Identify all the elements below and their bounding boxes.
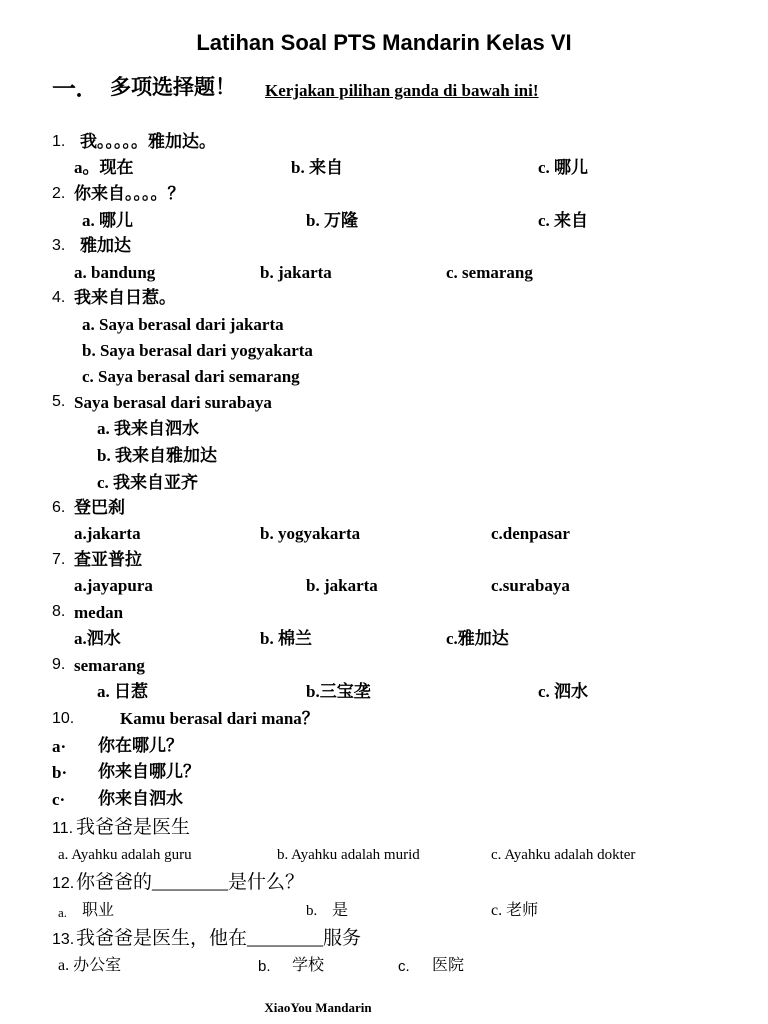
question-13-option-b: 学校 <box>292 957 325 974</box>
question-2-text: 你来自。。。。？ <box>74 184 185 203</box>
question-11-number: 11. <box>52 820 74 837</box>
question-2-number: 2. <box>52 185 66 202</box>
question-6-number: 6. <box>52 499 66 516</box>
question-12-option-b-letter: b. <box>306 903 318 919</box>
question-9-text: semarang <box>74 656 145 675</box>
question-3-option-b: b. jakarta <box>260 263 332 282</box>
question-8-text: medan <box>74 603 124 622</box>
question-10-option-a-letter: a· <box>52 737 67 756</box>
question-13-number: 13. <box>52 931 75 948</box>
question-8-option-b: b. 棉兰 <box>260 629 312 648</box>
question-2-option-c: c. 来自 <box>538 211 589 230</box>
question-5-text: Saya berasal dari surabaya <box>74 393 272 412</box>
question-5-number: 5. <box>52 393 66 410</box>
question-10-text: Kamu berasal dari mana？ <box>120 709 319 728</box>
question-3-number: 3. <box>52 237 66 254</box>
question-9-option-a: a. 日惹 <box>97 682 148 701</box>
question-1-text: 我。。。。。雅加达。 <box>80 132 216 151</box>
question-13-option-c-letter: c. <box>398 958 410 975</box>
question-13-option-b-letter: b. <box>258 958 271 975</box>
question-10-option-c: 你来自泗水 <box>98 789 183 808</box>
question-6-option-a: a.jakarta <box>74 524 141 543</box>
question-12-option-c: c. 老师 <box>491 902 539 919</box>
question-6-text: 登巴刹 <box>74 498 125 517</box>
question-4-option-b: b. Saya berasal dari yogyakarta <box>82 341 313 360</box>
question-3-option-a: a. bandung <box>74 263 156 282</box>
question-1-option-c: c. 哪儿 <box>538 158 589 177</box>
question-12-option-a: 职业 <box>82 902 115 919</box>
question-12-option-a-letter: a. <box>58 905 68 920</box>
question-11-option-b: b. Ayahku adalah murid <box>277 847 420 863</box>
question-2-option-a: a. 哪儿 <box>82 211 133 230</box>
question-2-option-b: b. 万隆 <box>306 211 358 230</box>
question-7-option-b: b. jakarta <box>306 576 378 595</box>
page-footer: XiaoYou Mandarin <box>264 1000 372 1015</box>
question-4-option-a: a. Saya berasal dari jakarta <box>82 315 284 334</box>
question-5-option-c: c. 我来自亚齐 <box>97 473 199 492</box>
question-10-option-b: 你来自哪儿？ <box>98 762 200 781</box>
question-7-text: 查亚普拉 <box>74 550 142 569</box>
question-4-option-c: c. Saya berasal dari semarang <box>82 367 300 386</box>
question-5-option-b: b. 我来自雅加达 <box>97 446 217 465</box>
question-1-option-b: b. 来自 <box>291 158 343 177</box>
page-title: Latihan Soal PTS Mandarin Kelas VI <box>196 30 572 55</box>
question-6-option-c: c.denpasar <box>491 524 570 543</box>
section-number: 一. <box>52 77 82 103</box>
question-11-text: 我爸爸是医生 <box>76 817 191 838</box>
question-7-option-c: c.surabaya <box>491 576 570 595</box>
question-9-option-c: c. 泗水 <box>538 682 589 701</box>
question-6-option-b: b. yogyakarta <box>260 524 361 543</box>
question-8-option-a: a.泗水 <box>74 629 121 648</box>
section-instruction: Kerjakan pilihan ganda di bawah ini! <box>265 81 539 100</box>
question-12-number: 12. <box>52 875 75 892</box>
question-3-text: 雅加达 <box>80 236 131 255</box>
question-7-number: 7. <box>52 551 66 568</box>
question-8-number: 8. <box>52 603 66 620</box>
question-11-option-c: c. Ayahku adalah dokter <box>491 847 636 863</box>
question-3-option-c: c. semarang <box>446 263 533 282</box>
question-1-number: 1. <box>52 133 66 150</box>
question-13-text: 我爸爸是医生，他在________服务 <box>76 928 362 949</box>
question-8-option-c: c.雅加达 <box>446 629 509 648</box>
question-9-option-b: b.三宝垄 <box>306 682 371 701</box>
question-10-number: 10. <box>52 710 75 727</box>
question-10-option-a: 你在哪儿？ <box>98 736 183 755</box>
question-13-option-a: a. 办公室 <box>58 957 122 974</box>
section-title-chinese: 多项选择题！ <box>110 75 236 99</box>
question-10-option-c-letter: c· <box>52 790 66 809</box>
question-12-option-b: 是 <box>332 902 349 919</box>
question-1-option-a: a。现在 <box>74 158 134 177</box>
question-5-option-a: a. 我来自泗水 <box>97 419 199 438</box>
question-11-option-a: a. Ayahku adalah guru <box>58 847 192 863</box>
question-10-option-b-letter: b· <box>52 763 68 782</box>
question-4-text: 我来自日惹。 <box>74 288 176 307</box>
question-9-number: 9. <box>52 656 66 673</box>
question-12-text: 你爸爸的________是什么？ <box>76 872 305 893</box>
question-13-option-c: 医院 <box>432 957 465 974</box>
question-7-option-a: a.jayapura <box>74 576 153 595</box>
question-4-number: 4. <box>52 289 66 306</box>
